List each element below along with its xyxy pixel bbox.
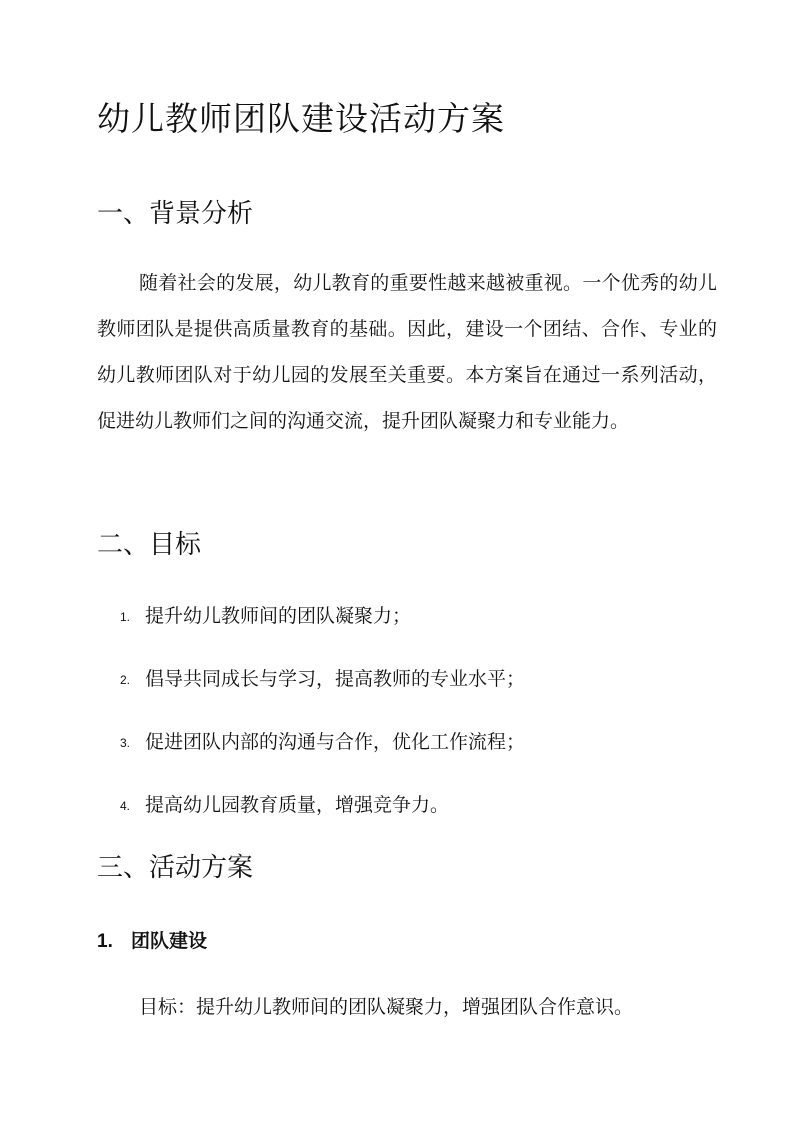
team-building-goal: 目标：提升幼儿教师间的团队凝聚力，增强团队合作意识。 [139,996,634,1018]
list-item [120,723,525,786]
list-text: 促进团队内部的沟通与合作，优化工作流程； [145,731,526,753]
list-item [120,597,525,660]
section-heading-goals: 二、目标 [97,530,202,560]
list-text: 提升幼儿教师间的团队凝聚力； [145,605,412,627]
subsection-title: 团队建设 [131,930,208,952]
list-text: 倡导共同成长与学习，提高教师的专业水平； [145,668,526,690]
list-item [120,660,525,723]
background-paragraph: 随着社会的发展，幼儿教育的重要性越来越被重视。一个优秀的幼儿教师团队是提供高质量教育的基础。因此，建设一个团结、合作、专业的幼儿教师团队对于幼儿园的发展至关重要。本方案旨在通过一系列活动，促进幼儿教师们之间的沟通交流，提升团队凝聚力和专业能力。 [97,272,717,432]
list-item [120,786,525,849]
list-number: 3. [120,736,131,750]
subsection-heading-team-building [97,926,207,957]
list-number: 2. [120,673,131,687]
section-heading-activities: 三、活动方案 [97,853,254,883]
list-text: 提高幼儿园教育质量，增强竞争力。 [145,794,450,816]
list-number: 4. [120,799,131,813]
goals-list [120,597,525,849]
list-number: 1. [120,610,131,624]
section-heading-background: 一、背景分析 [97,199,254,229]
document-title: 幼儿教师团队建设活动方案 [97,99,505,138]
subsection-number: 1. [97,931,113,952]
